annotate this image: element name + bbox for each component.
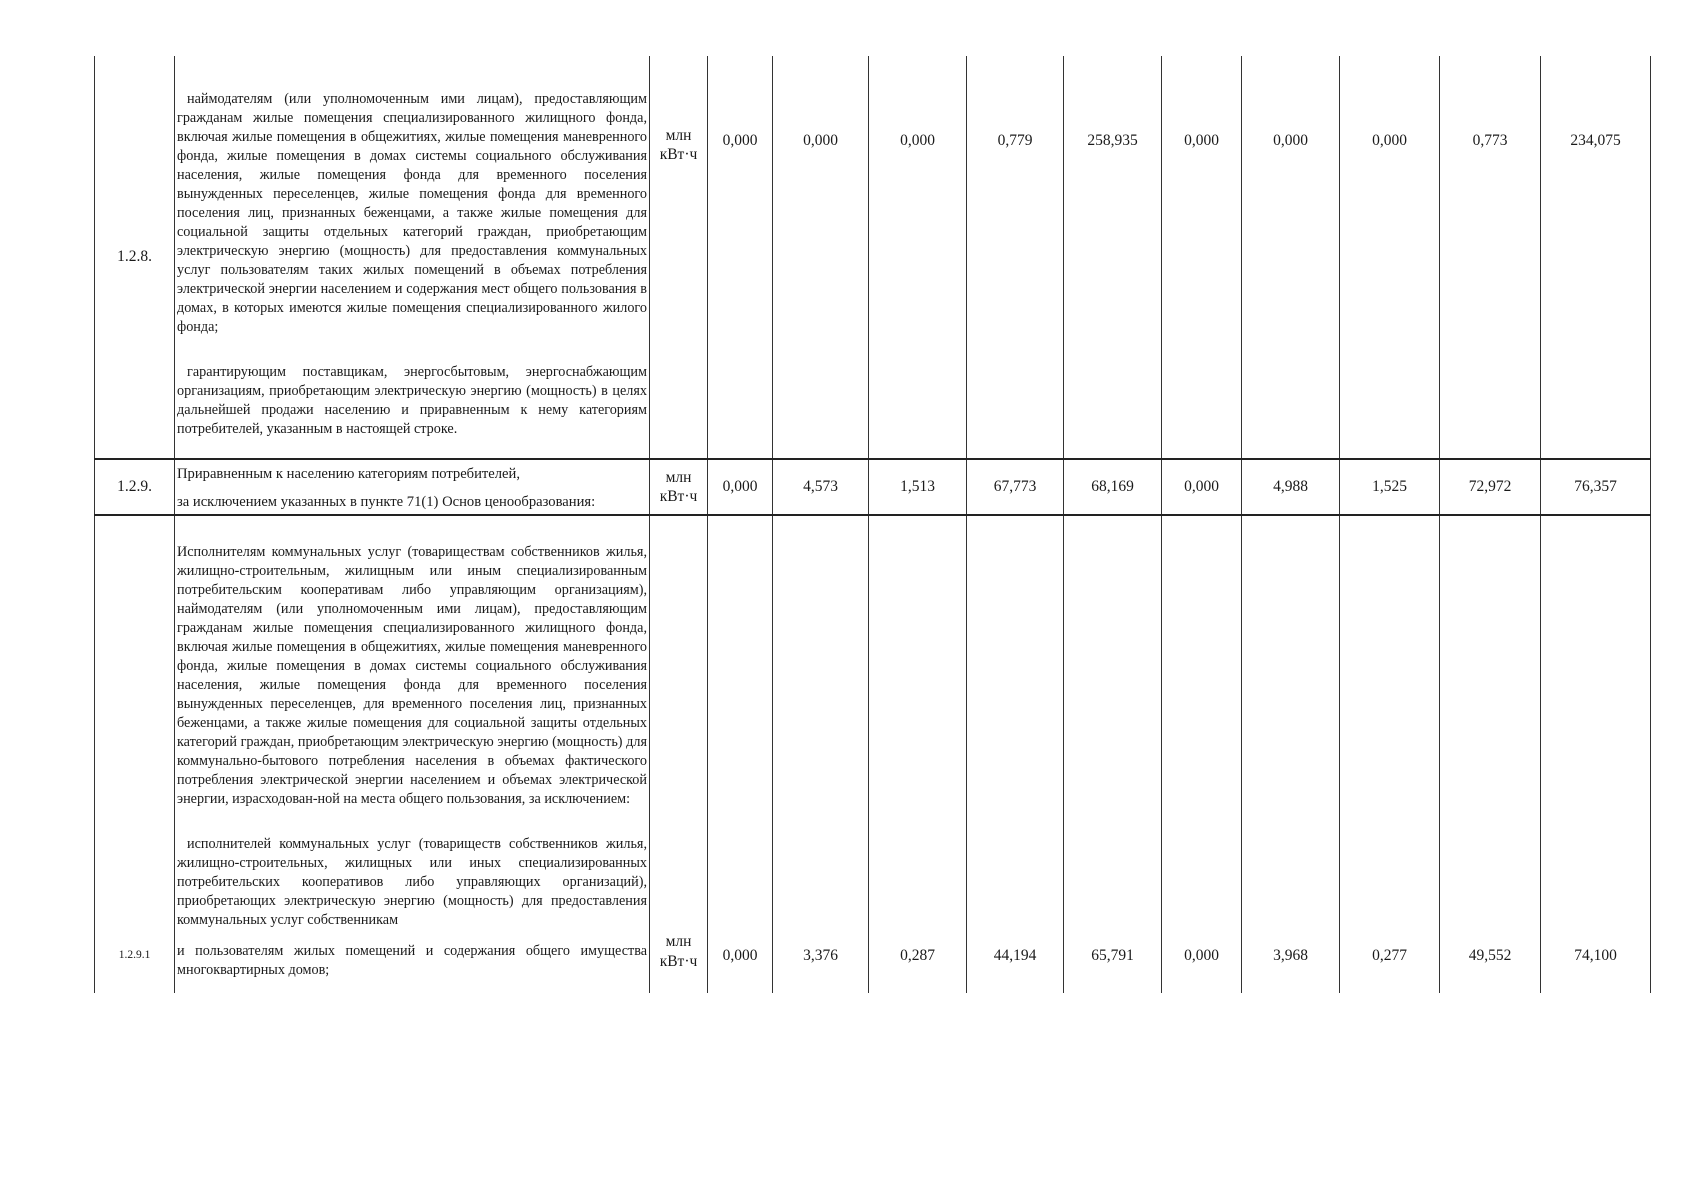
description-paragraph: исполнителей коммунальных услуг (товариществ собственников жилья, жилищно-строительных, жилищных или иных специализированных потребительских кооперативов либо управляющих организаций), приобретающих электрическую энергию (мощность) для предоставления коммунальных услуг собственникам [177,836,647,928]
table-row [95,515,1651,993]
value-cell: 3,376 [773,515,869,993]
value-cell: 0,000 [1162,56,1242,459]
value-cell: 0,773 [1440,56,1541,459]
value-cell: 0,000 [708,459,773,515]
value-cell: 65,791 [1064,515,1162,993]
row-code: 1.2.9.1 [95,515,175,993]
tariff-volume-table [94,56,1651,993]
unit-label: млн [665,468,692,486]
description-paragraph: Исполнителям коммунальных услуг (товариществам собственников жилья, жилищно-строительным, жилищным или иным специализированным потребительским кооперативам либо управляющим организациям), наймодателям (или уполномоченным ими лицам), предоставляющим гражданам жилые помещения специализированного жилищного фонда, включая жилые помещения в общежитиях, жилые помещения маневренного фонда, жилые помещения в домах системы социального обслуживания населения, жилые помещения фонда для временного поселения вынужденных переселенцев, для временного поселения лиц, признанных беженцами, а также жилые помещения для социальной защиты отдельных категорий граждан, приобретающим электрическую энергию (мощность) для коммунально-бытового потребления населения в объемах фактического потребления электрической энергии населением и объемах электрической энергии, израсходован-ной на места общего пользования, за исключением: [177,544,647,807]
value-cell: 0,277 [1340,515,1440,993]
row-description [175,459,650,515]
value-cell: 0,000 [708,56,773,459]
value-cell: 0,000 [1242,56,1340,459]
unit-cell [650,515,708,993]
row-description [175,56,650,459]
value-cell: 67,773 [967,459,1064,515]
value-cell: 0,000 [708,515,773,993]
description-paragraph: гарантирующим поставщикам, энергосбытовым, энергоснабжающим организациям, приобретающим электрическую энергию (мощность) в целях дальнейшей продажи населению и приравненным к нему категориям потребителей, указанным в настоящей строке. [177,363,647,437]
value-cell: 4,573 [773,459,869,515]
unit-label: млн [665,933,692,951]
value-cell: 0,000 [1340,56,1440,459]
value-cell: 76,357 [1541,459,1651,515]
value-cell: 4,988 [1242,459,1340,515]
table-row [95,459,1651,515]
value-cell: 258,935 [1064,56,1162,459]
row-description [175,515,650,993]
description-paragraph: и пользователям жилых помещений и содержания общего имущества многоквартирных домов; [177,943,647,978]
value-cell: 49,552 [1440,515,1541,993]
value-cell: 0,000 [773,56,869,459]
value-cell: 74,100 [1541,515,1651,993]
unit-label: млн [665,127,692,144]
description-paragraph: наймодателям (или уполномоченным ими лицам), предоставляющим гражданам жилые помещения специализированного жилищного фонда, включая жилые помещения в общежитиях, жилые помещения маневренного фонда, жилые помещения в домах системы социального обслуживания населения, жилые помещения фонда для временного поселения вынужденных переселенцев, жилые помещения фонда для временного поселения лиц, признанных беженцами, а также жилые помещения для социальной защиты отдельных категорий граждан, приобретающим электрическую энергию (мощность) для предоставления коммунальных услуг пользователям таких жилых помещений в объемах потребления электрической энергии населением и содержания мест общего пользования в домах, в которых имеются жилые помещения специализированного жилого фонда; [177,90,647,335]
value-cell: 234,075 [1541,56,1651,459]
value-cell: 1,525 [1340,459,1440,515]
description-paragraph: за исключением указанных в пункте 71(1) Основ ценообразования: [177,494,596,510]
value-cell: 0,000 [869,56,967,459]
value-cell: 68,169 [1064,459,1162,515]
value-cell: 0,779 [967,56,1064,459]
unit-label: кВт·ч [659,488,698,505]
value-cell: 0,000 [1162,515,1242,993]
unit-label: кВт·ч [659,952,698,970]
unit-cell [650,56,708,459]
unit-label: кВт·ч [659,146,698,164]
value-cell: 44,194 [967,515,1064,993]
row-code: 1.2.9. [95,459,175,515]
unit-cell [650,459,708,515]
value-cell: 3,968 [1242,515,1340,993]
value-cell: 72,972 [1440,459,1541,515]
value-cell: 0,000 [1162,459,1242,515]
table-row [95,56,1651,459]
row-code: 1.2.8. [95,56,175,459]
description-paragraph: Приравненным к населению категориям потребителей, [177,466,520,482]
value-cell: 0,287 [869,515,967,993]
value-cell: 1,513 [869,459,967,515]
